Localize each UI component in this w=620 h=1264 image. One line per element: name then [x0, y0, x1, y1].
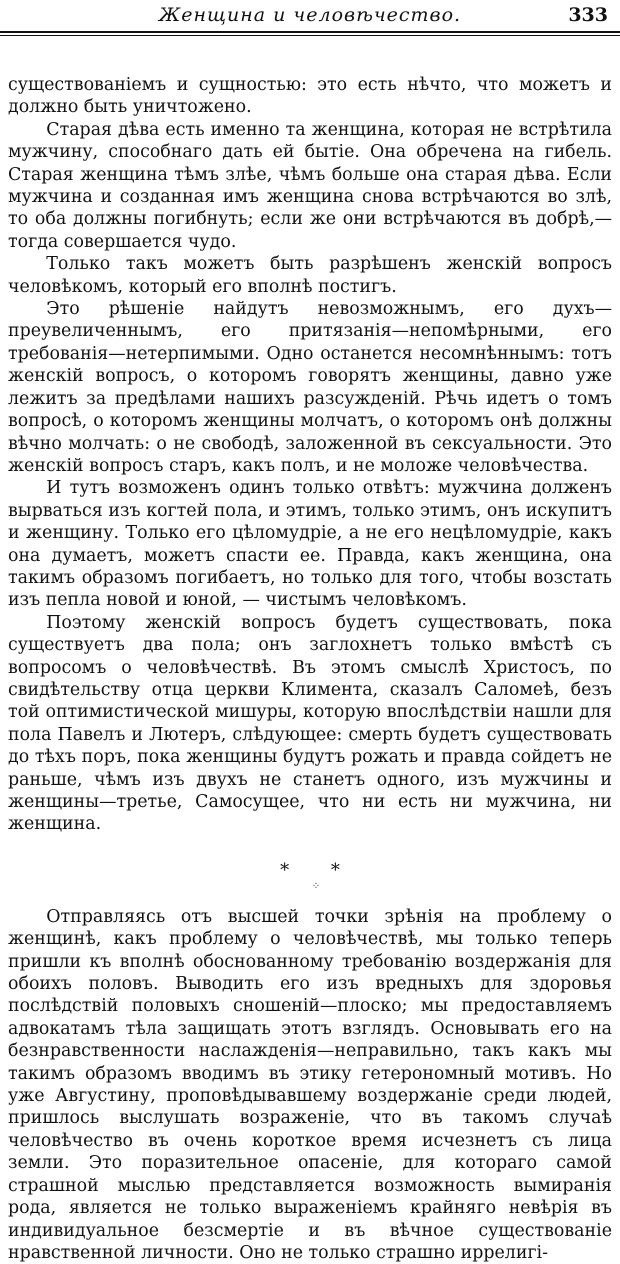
section-separator	[8, 836, 612, 906]
body-text	[8, 74, 612, 1264]
paragraph: Отправляясь отъ высшей точки зрѣнія на проблему о женщинѣ, какъ проблему о человѣчествѣ, мы только теперь пришли къ вполнѣ обоснованному требованію воздержанія для обоихъ половъ. Выводить его изъ вредныхъ для здоровья послѣдствій половыхъ сношеній—плоско; мы предоставляемъ адвокатамъ тѣла защищать этотъ взглядъ. Основывать его на безнравственности наслажденія—неправильно, такъ какъ мы такимъ образомъ вводимъ въ этику гетерономный мотивъ. Но уже Августину, проповѣдывавшему воздержаніе среди людей, пришлось выслушать возраженіе, что въ такомъ случаѣ человѣчество въ очень короткое время исчезнетъ съ лица земли. Это поразительное опасеніе, для котораго самой страшной мыслью представляется возможность вымиранія рода, является не только выраженіемъ крайняго невѣрія въ индивидуальное безсмертіе и въ вѣчное существованіе нравственной личности. Оно не только страшно иррелигі-	[8, 906, 612, 1263]
running-head	[0, 0, 620, 40]
page-number: 333	[568, 4, 608, 26]
paragraph: существованіемъ и сущностью: это есть нѣчто, что можетъ и должно быть уничтожено.	[8, 75, 612, 118]
paragraph: И тутъ возможенъ одинъ только отвѣтъ: мужчина долженъ вырваться изъ когтей пола, и этимъ, только этимъ, онъ искупитъ и женщину. Только его цѣломудріе, а не его нецѣломудріе, какъ она думаетъ, можетъ спасти ее. Правда, какъ женщина, она такимъ образомъ погибаетъ, но только для того, чтобы возстать изъ пепла новой и юной, — чистымъ человѣкомъ.	[8, 478, 612, 611]
paragraph: Только такъ можетъ быть разрѣшенъ женскій вопросъ человѣкомъ, который его вполнѣ постигъ.	[8, 254, 612, 297]
paragraph: Это рѣшеніе найдутъ невозможнымъ, его духъ—преувеличеннымъ, его притязанія—непомѣрными, его требованія—нетерпимыми. Одно останется несомнѣннымъ: тотъ женскій вопросъ, о которомъ говорятъ женщины, давно уже лежитъ за предѣлами нашихъ разсужденій. Рѣчь идетъ о томъ вопросѣ, о которомъ женщины молчатъ, о которомъ онѣ должны вѣчно молчать: о не свободѣ, заложенной въ сексуальности. Это женскій вопросъ старъ, какъ полъ, и не моложе человѣчества.	[8, 299, 612, 476]
paragraph: Поэтому женскій вопросъ будетъ существовать, пока существуетъ два пола; онъ заглохнетъ только вмѣстѣ съ вопросомъ о человѣчествѣ. Въ этомъ смыслѣ Христосъ, по свидѣтельству отца церкви Климента, сказалъ Саломеѣ, безъ той оптимистической мишуры, которую впослѣдствіи нашли для пола Павелъ и Лютеръ, слѣдующее: смерть будетъ существовать до тѣхъ поръ, пока женщины будутъ рожать и правда сойдетъ не раньше, чѣмъ изъ двухъ не станетъ одного, изъ мужчины и женщины—третье, Самосущее, что ни есть ни мужчина, ни женщина.	[8, 612, 612, 835]
header-rule-thin	[0, 35, 620, 36]
paragraph: Старая дѣва есть именно та женщина, которая не встрѣтила мужчину, способнаго дать ей бытіе. Она обречена на гибель. Старая женщина тѣмъ злѣе, чѣмъ больше она старая дѣва. Если мужчина и созданная имъ женщина снова встрѣчаются во злѣ, то оба должны погибнуть; если же они встрѣчаются въ добрѣ,—тогда совершается чудо.	[8, 119, 612, 252]
header-rule	[0, 31, 620, 33]
separator-dot: ⁘	[311, 880, 321, 892]
separator-stars: * *	[280, 859, 358, 881]
running-title: Женщина и человѣчество.	[158, 4, 462, 26]
